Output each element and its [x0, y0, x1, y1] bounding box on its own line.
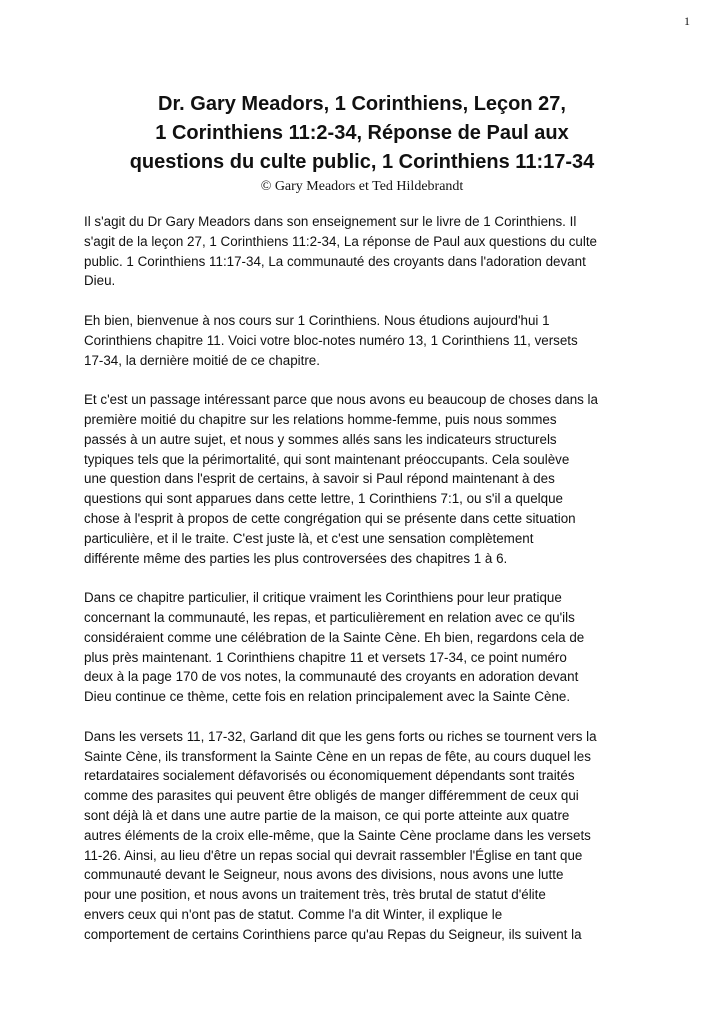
text-line: différente même des parties les plus controversées des chapitres 1 à 6. — [84, 550, 508, 566]
text-line: retardataires socialement défavorisés ou économiquement dépendants sont traités — [84, 768, 575, 784]
text-line: 11-26. Ainsi, au lieu d'être un repas social qui devrait rassembler l'Église en tant que — [84, 847, 583, 863]
paragraph — [84, 390, 664, 568]
text-line: Dieu. — [84, 273, 116, 289]
text-line: Dans ce chapitre particulier, il critique vraiment les Corinthiens pour leur pratique — [84, 590, 562, 606]
text-line: chose à l'esprit à propos de cette congrégation qui se présente dans cette situation — [84, 510, 576, 526]
text-line: première moitié du chapitre sur les relations homme-femme, puis nous sommes — [84, 411, 557, 427]
copyright: © Gary Meadors et Ted Hildebrandt — [260, 179, 464, 194]
text-line: typiques tels que la périmortalité, qui sont maintenant préoccupants. Cela soulève — [84, 451, 570, 467]
text-line: envers ceux qui n'ont pas de statut. Comme l'a dit Winter, il explique le — [84, 906, 503, 922]
document-body — [84, 212, 664, 964]
paragraph — [84, 311, 664, 370]
title-line: questions du culte public, 1 Corinthiens 11:17-34 — [129, 151, 595, 173]
text-line: s'agit de la leçon 27, 1 Corinthiens 11:2-34, La réponse de Paul aux questions du culte — [84, 233, 597, 249]
text-line: Et c'est un passage intéressant parce que nous avons eu beaucoup de choses dans la — [84, 392, 598, 408]
text-line: considéraient comme une célébration de la Sainte Cène. Eh bien, regardons cela de — [84, 629, 585, 645]
text-line: public. 1 Corinthiens 11:17-34, La communauté des croyants dans l'adoration devant — [84, 253, 586, 269]
text-line: concernant la communauté, les repas, et particulièrement en relation avec ce qu'ils — [84, 609, 575, 625]
page-number: 1 — [684, 14, 690, 28]
text-line: deux à la page 170 de vos notes, la communauté des croyants en adoration devant — [84, 669, 579, 685]
text-line: pour une position, et nous avons un traitement très, très brutal de statut d'élite — [84, 887, 546, 903]
text-line: une question dans l'esprit de certains, à savoir si Paul répond maintenant à des — [84, 471, 555, 487]
title-line: Dr. Gary Meadors, 1 Corinthiens, Leçon 27, — [158, 93, 566, 115]
text-line: Sainte Cène, ils transforment la Sainte Cène en un repas de fête, au cours duquel les — [84, 748, 591, 764]
text-line: sont déjà là et dans une autre partie de la maison, ce qui porte atteinte aux quatre — [84, 807, 570, 823]
text-line: Dieu continue ce thème, cette fois en relation principalement avec la Sainte Cène. — [84, 689, 571, 705]
text-line: comme des parasites qui peuvent être obligés de manger différemment de ceux qui — [84, 788, 579, 804]
text-line: Il s'agit du Dr Gary Meadors dans son enseignement sur le livre de 1 Corinthiens. Il — [84, 214, 577, 229]
text-line: Corinthiens chapitre 11. Voici votre bloc-notes numéro 13, 1 Corinthiens 11, versets — [84, 332, 578, 348]
text-line: Dans les versets 11, 17-32, Garland dit que les gens forts ou riches se tournent vers la — [84, 728, 597, 744]
document-title — [0, 90, 724, 177]
text-line: autres éléments de la croix elle-même, que la Sainte Cène proclame dans les versets — [84, 827, 591, 843]
text-line: Eh bien, bienvenue à nos cours sur 1 Corinthiens. Nous étudions aujourd'hui 1 — [84, 312, 550, 328]
text-line: particulière, et il le traite. C'est juste là, et c'est une sensation complètement — [84, 530, 534, 546]
text-line: 17-34, la dernière moitié de ce chapitre. — [84, 352, 320, 368]
paragraph — [84, 727, 664, 945]
text-line: comportement de certains Corinthiens parce qu'au Repas du Seigneur, ils suivent la — [84, 926, 582, 942]
paragraph — [84, 212, 664, 291]
text-line: questions qui sont apparues dans cette lettre, 1 Corinthiens 7:1, ou s'il a quelque — [84, 491, 563, 507]
text-line: passés à un autre sujet, et nous y sommes allés sans les indicateurs structurels — [84, 431, 557, 447]
text-line: plus près maintenant. 1 Corinthiens chapitre 11 et versets 17-34, ce point numéro — [84, 649, 567, 665]
paragraph — [84, 588, 664, 707]
title-line: 1 Corinthiens 11:2-34, Réponse de Paul aux — [155, 122, 569, 144]
text-line: communauté devant le Seigneur, nous avons des divisions, nous avons une lutte — [84, 867, 564, 883]
